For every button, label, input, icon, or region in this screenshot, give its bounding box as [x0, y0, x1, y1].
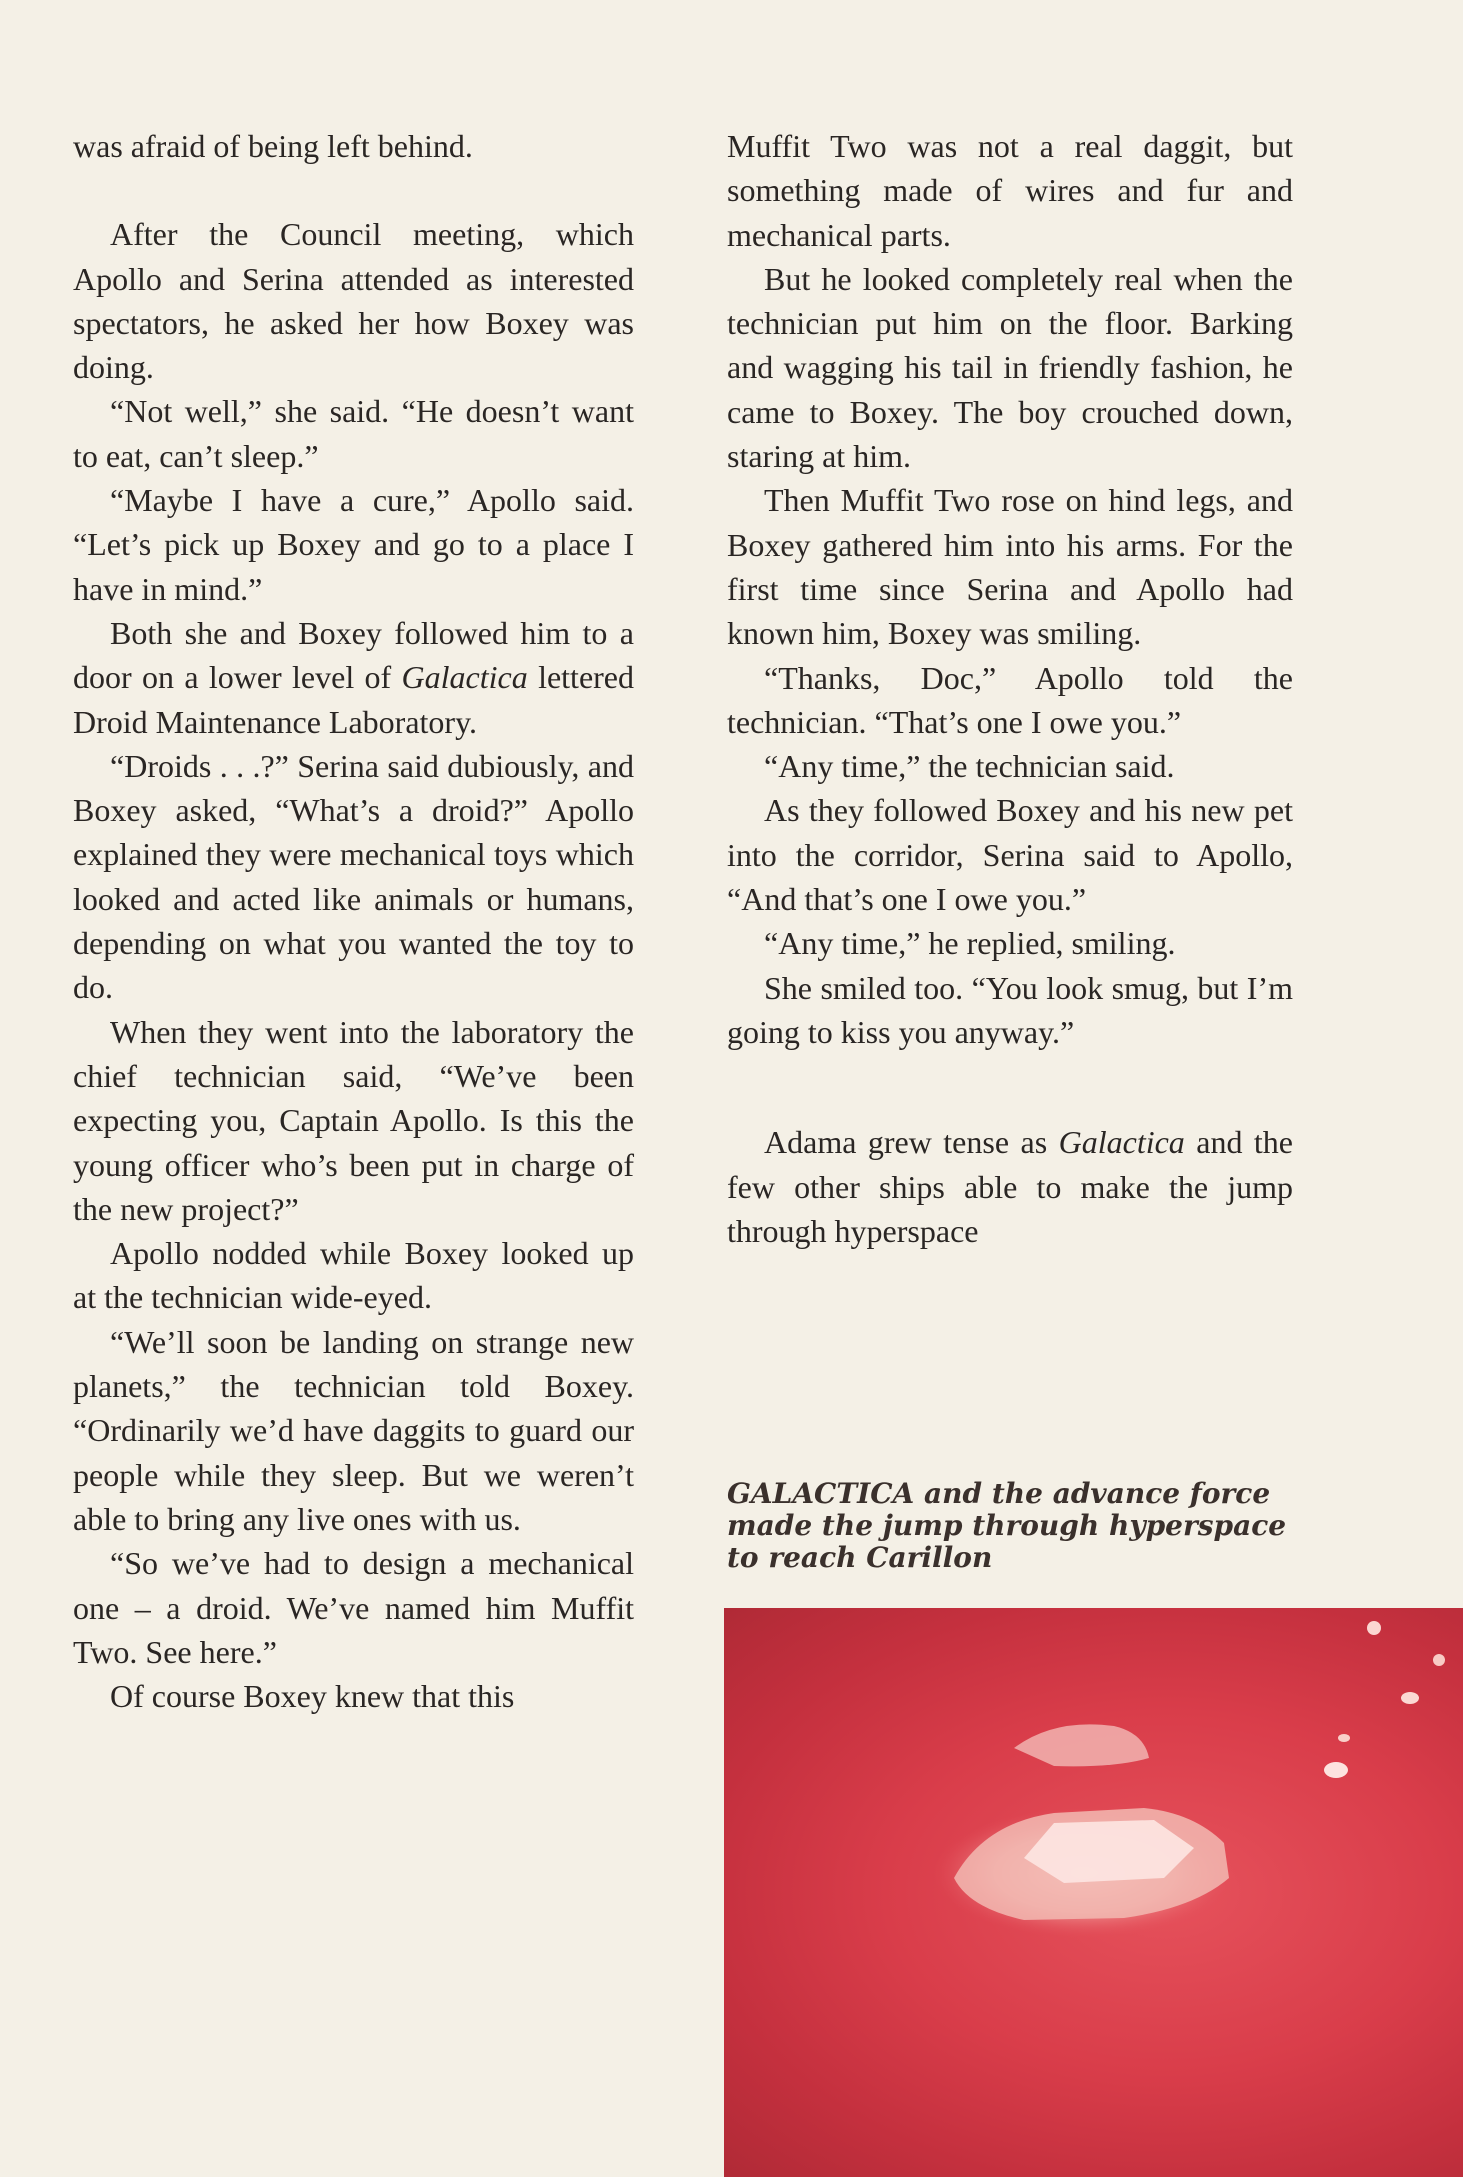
- paragraph-text: lettered Droid Maintenance Laboratory.: [73, 659, 635, 740]
- section-break: [727, 1054, 1293, 1120]
- ship-name-italic: Galactica: [1058, 1124, 1185, 1161]
- paragraph: “We’ll soon be landing on strange new planets,” the technician told Boxey. “Ordinarily we’d have daggits to guard our people while they sleep. But we weren’t able to bring any live ones with us.: [73, 1323, 634, 1537]
- ship-rear-section: [1014, 1724, 1149, 1766]
- paragraph-text: Adama grew tense as: [764, 1124, 1059, 1161]
- right-text-column: [727, 124, 1293, 1253]
- spaceship-photo: [724, 1608, 1463, 2177]
- distant-ship-1: [1324, 1762, 1348, 1778]
- distant-ship-3: [1338, 1734, 1350, 1742]
- ship-name-italic: Galactica: [401, 659, 528, 696]
- paragraph: As they followed Boxey and his new pet into the corridor, Serina said to Apollo, “And that’s one I owe you.”: [727, 792, 1293, 918]
- distant-ship-4: [1367, 1621, 1381, 1635]
- paragraph: “Any time,” he replied, smiling.: [764, 925, 1176, 962]
- paragraph: “So we’ve had to design a mechanical one – a droid. We’ve named him Muffit Two. See here.”: [73, 1545, 634, 1670]
- distant-ship-2: [1401, 1692, 1419, 1704]
- paragraph-text: and the few other ships able to make the jump through hyperspace: [727, 1124, 1294, 1249]
- paragraph: When they went into the laboratory the chief technician said, “We’ve been expecting you, Captain Apollo. Is this the young officer who’s been put in charge of the new project?”: [73, 1013, 634, 1227]
- paragraph: “Any time,” the technician said.: [764, 748, 1175, 785]
- paragraph: “Not well,” she said. “He doesn’t want to eat, can’t sleep.”: [73, 393, 634, 474]
- section-break: [73, 168, 634, 212]
- paragraph: After the Council meeting, which Apollo and Serina attended as interested spectators, he asked her how Boxey was doing.: [73, 216, 634, 386]
- paragraph: [727, 1120, 1293, 1253]
- paragraph: She smiled too. “You look smug, but I’m going to kiss you anyway.”: [727, 969, 1293, 1050]
- paragraph: Of course Boxey knew that this: [110, 1678, 515, 1715]
- paragraph: “Thanks, Doc,” Apollo told the technician. “That’s one I owe you.”: [727, 659, 1293, 740]
- distant-ship-5: [1433, 1654, 1445, 1666]
- paragraph: Then Muffit Two rose on hind legs, and Boxey gathered him into his arms. For the first time since Serina and Apollo had known him, Boxey was smiling.: [727, 482, 1293, 652]
- paragraph: was afraid of being left behind.: [73, 128, 473, 164]
- spaceship-illustration: [724, 1608, 1463, 2177]
- paragraph: [73, 611, 634, 744]
- photo-caption: GALACTICA and the advance force made the jump through hyperspace to reach Carillon: [727, 1477, 1287, 1574]
- paragraph: “Droids . . .?” Serina said dubiously, and Boxey asked, “What’s a droid?” Apollo explained they were mechanical toys which looked and acted like animals or humans, depending on what you wanted the toy to do.: [73, 747, 634, 1006]
- paragraph: Apollo nodded while Boxey looked up at the technician wide-eyed.: [73, 1235, 634, 1316]
- paragraph: But he looked completely real when the technician put him on the floor. Barking and wagging his tail in friendly fashion, he came to Boxey. The boy crouched down, staring at him.: [727, 260, 1293, 475]
- paragraph-text: Both she and Boxey followed him to a door on a lower level of: [73, 614, 634, 696]
- left-text-column: [73, 124, 634, 1718]
- paragraph: “Maybe I have a cure,” Apollo said. “Let’s pick up Boxey and go to a place I have in mind.”: [73, 482, 634, 607]
- paragraph: Muffit Two was not a real daggit, but something made of wires and fur and mechanical parts.: [727, 128, 1293, 253]
